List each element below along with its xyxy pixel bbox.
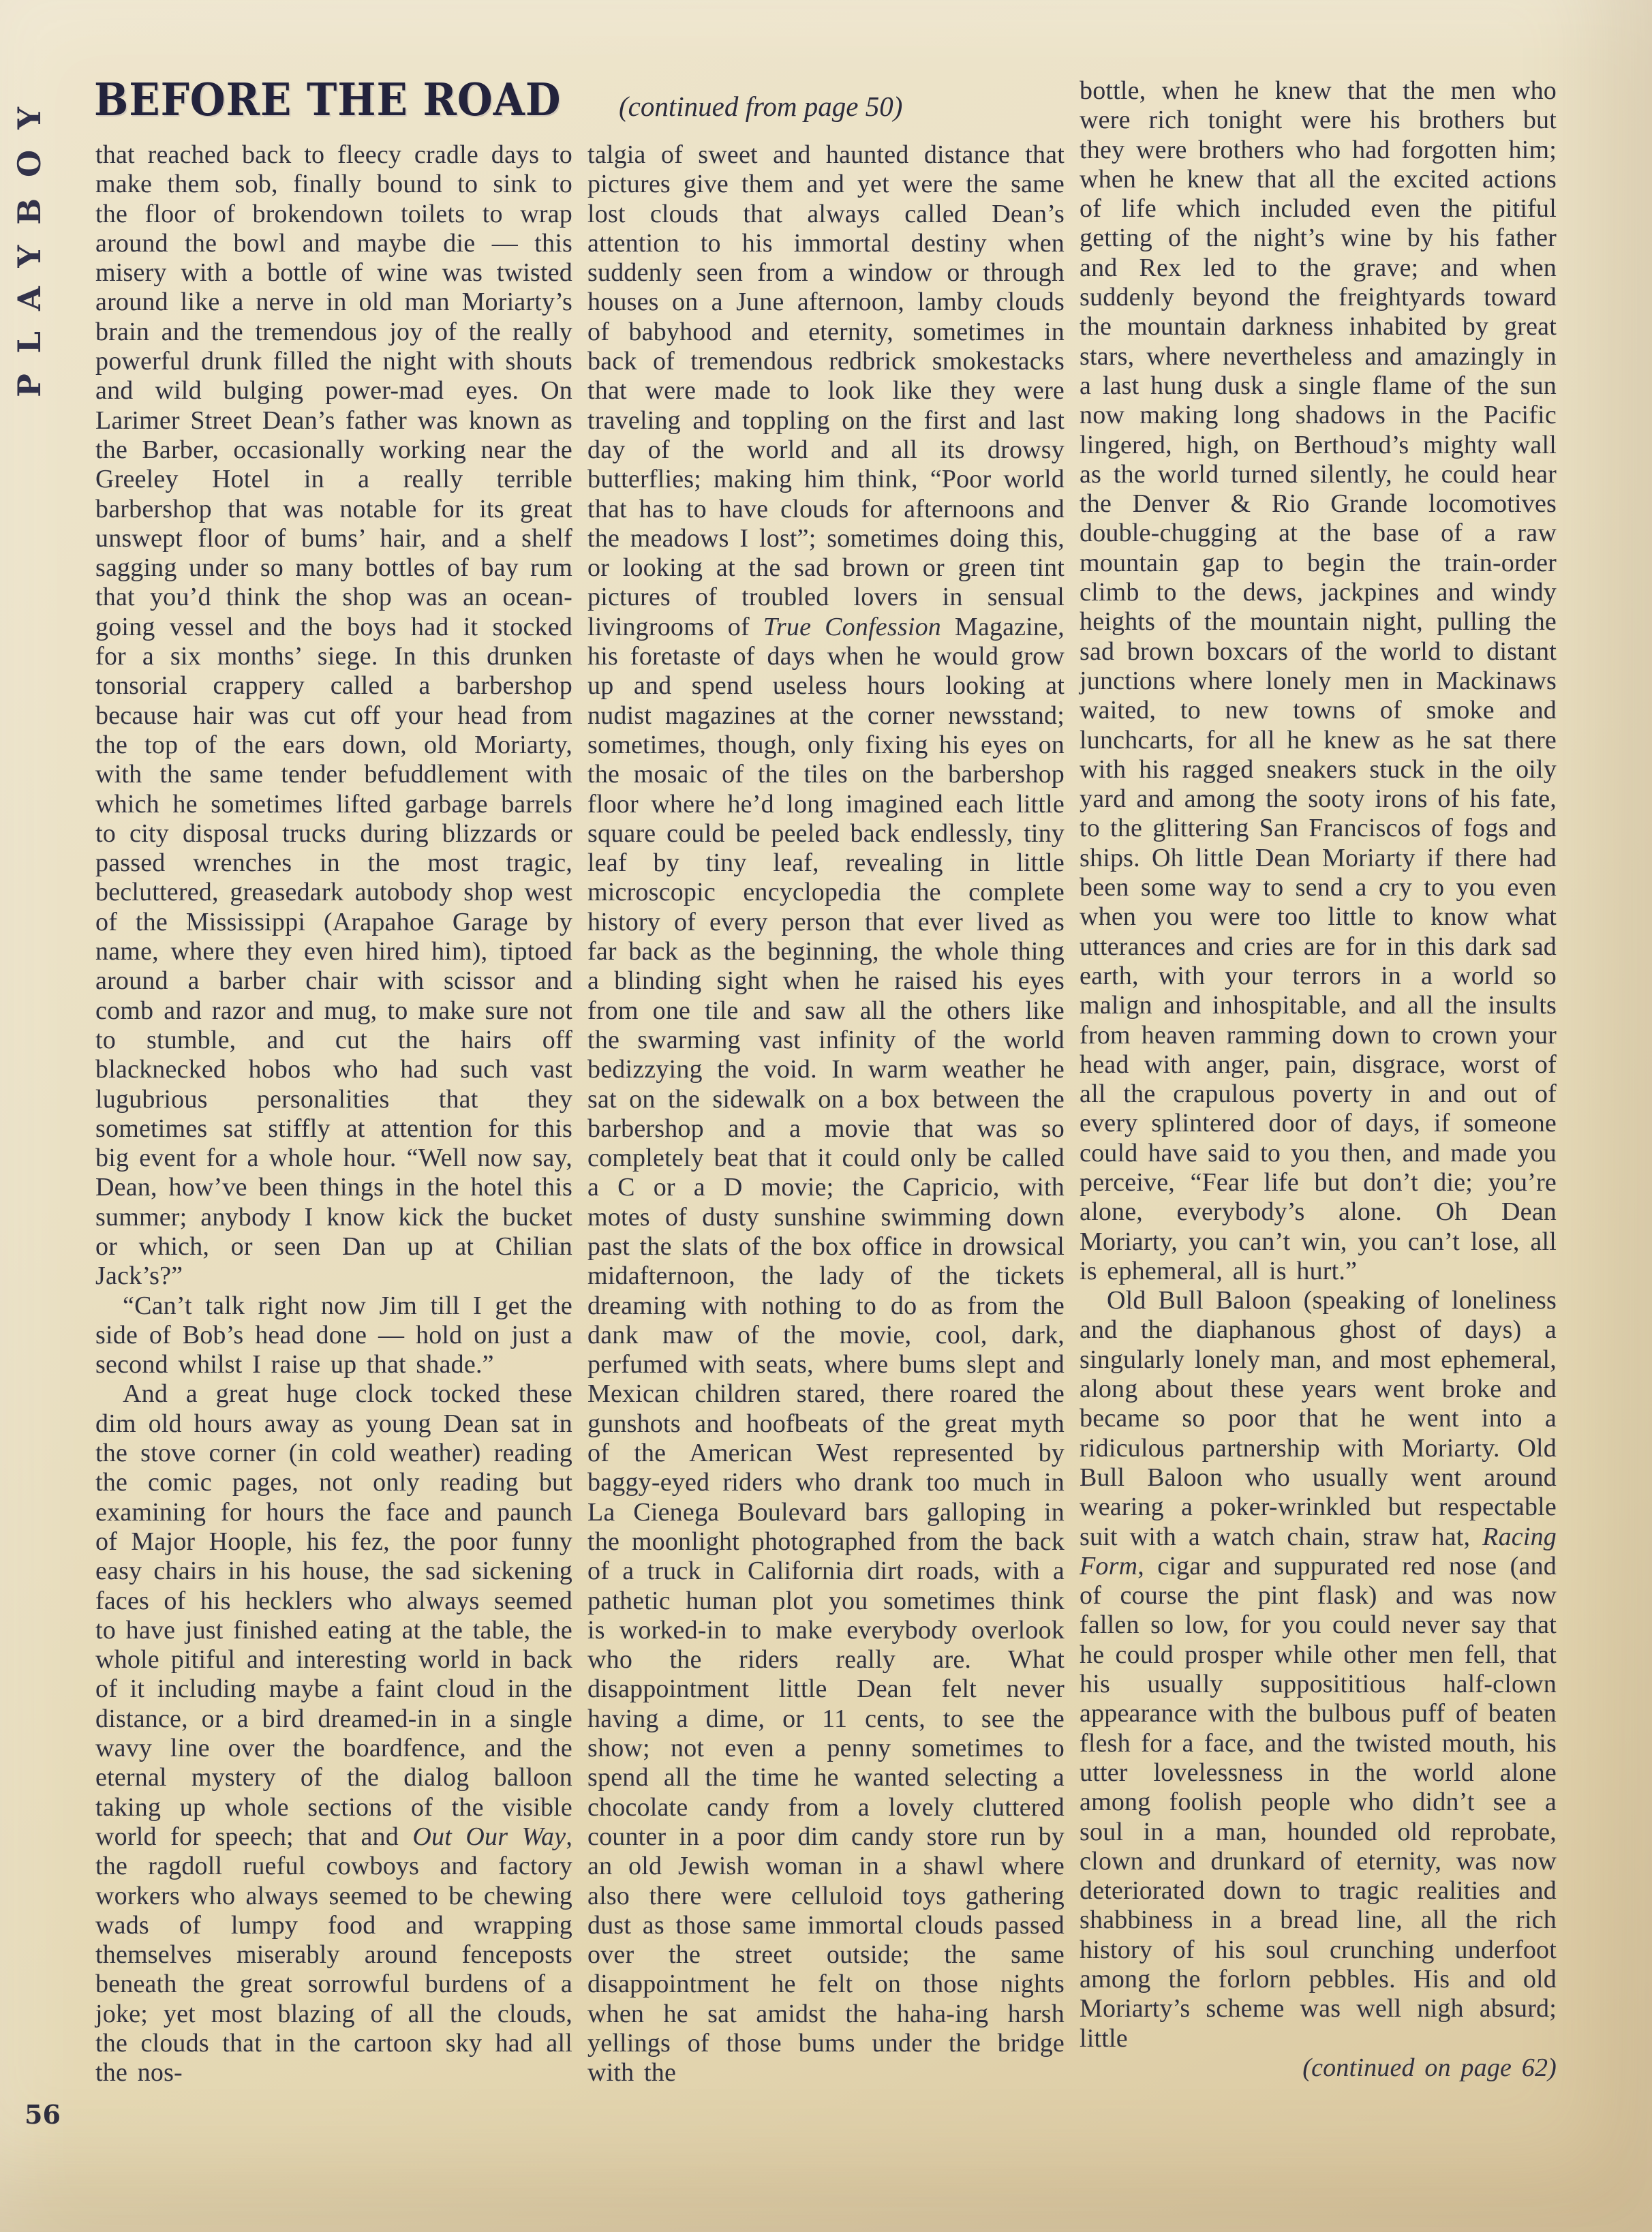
text-run: , the ragdoll rueful cowboys and factory workers who always seemed to be chewing wads of lumpy food and wrapping themselves miserably around fenceposts beneath the great sorrowful burdens of a joke; yet most blazing of all the clouds, the clouds that in the cartoon sky had all the nos- xyxy=(95,1822,573,2088)
italic-text-run: Out Our Way xyxy=(412,1822,566,1851)
spine-label: PLAYBOY xyxy=(11,87,48,397)
italic-text-run: True Confession xyxy=(763,612,941,641)
article-title: BEFORE THE ROAD xyxy=(94,73,562,126)
text-run: that reached back to fleecy cradle days to make them sob, finally bound to sink to the floor of brokendown toilets to wrap around the bowl and maybe die — this misery with a bottle of wine was twisted around like a nerve in old man Moriarty’s brain and the tremendous joy of the really powerful drunk filled the night with shouts and wild bulging power-mad eyes. On Larimer Street Dean’s father was known as the Barber, occasionally working near the Greeley Hotel in a really terrible barbershop that was notable for its great unswept floor of bums’ hair, and a shelf sagging under so many bottles of bay rum that you’d think the shop was an ocean-going vessel and the boys had it stocked for a six months’ siege. In this drunken tonsorial crappery called a barbershop because hair was cut off your head from the top of the ears down, old Moriarty, with the same tender befuddlement with which he sometimes lifted garbage barrels to city disposal trucks during blizzards or passed wrenches in the most tragic, becluttered, greasedark autobody shop west of the Mississippi (Arapahoe Garage by name, where they even hired him), tiptoed around a barber chair with scissor and comb and razor and mug, to make sure not to stumble, and cut the hairs off blacknecked hobos who had such vast lugubrious personalities that they sometimes sat stiffly at attention for this big event for a whole hour. “Well now say, Dean, how’ve been things in the hotel this summer; anybody I know kick the bucket or which, or seen Dan up at Chilian Jack’s?” xyxy=(95,140,572,1291)
text-run: , cigar and suppurated red nose (and of course the pint flask) and was now fallen so low, for you could never say that he could prosper while other men fell, that his usually supposititious half-clown appearance with the bulbous puff of beaten flesh for a face, and the twisted mouth, his utter lovelessness in the world alone among foolish people who didn’t see a soul in a man, hounded old reprobate, clown and drunkard of eternity, was now deteriorated down to tragic realities and shabbiness in a bread line, all the rich history of his soul crunching underfoot among the forlorn pebbles. His and old Moriarty’s scheme was well nigh absurd; little xyxy=(1080,1551,1557,2053)
text-run: And a great huge clock tocked these dim old hours away as young Dean sat in the stove corner (in cold weather) reading the comic pages, not only reading but examining for hours the face and paunch of Major Hoople, his fez, the poor funny easy chairs in his house, the sad sickening faces of his hecklers who always seemed to have just finished eating at the table, the whole pitiful and interesting world in back of it including maybe a faint cloud in the distance, or a bird dreamed-in in a single wavy line over the boardfence, and the eternal mystery of the dialog balloon taking up whole sections of the visible world for speech; that and xyxy=(95,1379,572,1851)
text-paragraph xyxy=(587,140,1065,2088)
text-paragraph xyxy=(1080,2053,1557,2083)
text-paragraph xyxy=(95,1379,572,2088)
text-run: Old Bull Baloon (speaking of loneliness and the diaphanous ghost of days) a singularly lonely man, and most ephemeral, along about these years went broke and became so poor that he went into a ridiculous partnership with Moriarty. Old Bull Baloon who usually went around wearing a poker-wrinkled but respectable suit with a watch chain, straw hat, xyxy=(1080,1286,1557,1551)
text-column-1 xyxy=(95,140,572,2088)
text-column-2 xyxy=(587,140,1065,2088)
article-header xyxy=(94,73,1062,126)
text-paragraph xyxy=(95,1291,572,1380)
text-column-3 xyxy=(1080,76,1557,2083)
text-run: “Can’t talk right now Jim till I get the side of Bob’s head done — hold on just a second whilst I raise up that shade.” xyxy=(95,1291,572,1379)
magazine-spine xyxy=(5,82,53,402)
italic-text-run: (continued on page 62) xyxy=(1302,2053,1557,2082)
text-paragraph xyxy=(95,140,572,1291)
text-paragraph xyxy=(1080,76,1557,1286)
title-continuation: (continued from page 50) xyxy=(619,91,903,122)
text-paragraph xyxy=(1080,1286,1557,2053)
italic-text-run: Racing Form xyxy=(1080,1522,1557,1580)
page-number: 56 xyxy=(25,2099,61,2130)
text-run: bottle, when he knew that the men who were rich tonight were his brothers but they were brothers who had forgotten him; when he knew that all the excited actions of life which included even the pitiful getting of the night’s wine by his father and Rex led to the grave; and when suddenly beyond the freightyards toward the mountain darkness inhabited by great stars, where nevertheless and amazingly in a last hung dusk a single flame of the sun now making long shadows in the Pacific lingered, high, on Berthoud’s mighty wall as the world turned silently, he could hear the Denver & Rio Grande locomotives double-chugging at the base of a raw mountain gap to begin the train-order climb to the dews, jackpines and windy heights of the mountain night, pulling the sad brown boxcars of the world to distant junctions where lonely men in Mackinaws waited, to new towns of smoke and lunchcarts, for all he knew as he sat there with his ragged sneakers stuck in the oily yard and among the sooty irons of his fate, to the glittering San Franciscos of fogs and ships. Oh little Dean Moriarty if there had been some way to send a cry to you even when you were too little to know what utterances and cries are for in this dark sad earth, with your terrors in a world so malign and inhospitable, and all the insults from heaven ramming down to crown your head with anger, pain, disgrace, worst of all the crapulous poverty in and out of every splintered door of days, if someone could have said to you then, and made you perceive, “Fear life but don’t die; you’re alone, everybody’s alone. Oh Dean Moriarty, you can’t win, you can’t lose, all is ephemeral, all is hurt.” xyxy=(1080,76,1557,1285)
text-run: talgia of sweet and haunted distance that pictures give them and yet were the same lost clouds that always called Dean’s attention to his immortal destiny when suddenly seen from a window or through houses on a June afternoon, lamby clouds of babyhood and eternity, sometimes in back of tremendous redbrick smokestacks that were made to look like they were traveling and toppling on the first and last day of the world and all its drowsy butterflies; making him think, “Poor world that has to have clouds for afternoons and the meadows I lost”; sometimes doing this, or looking at the sad brown or green tint pictures of troubled lovers in sensual livingrooms of xyxy=(587,140,1065,641)
text-run: Magazine, his foretaste of days when he would grow up and spend useless hours looking at nudist magazines at the corner newsstand; sometimes, though, only fixing his eyes on the mosaic of the tiles on the barbershop floor where he’d long imagined each little square could be peeled back endlessly, tiny leaf by tiny leaf, revealing in little microscopic encyclopedia the complete history of every person that ever lived as far back as the beginning, the whole thing a blinding sight when he raised his eyes from one tile and saw all the others like the swarming vast infinity of the world bedizzying the void. In warm weather he sat on the sidewalk on a box between the barbershop and a movie that was so completely beat that it could only be called a C or a D movie; the Capricio, with motes of dusty sunshine swimming down past the slats of the box office in drowsical midafternoon, the lady of the tickets dreaming with nothing to do as from the dank maw of the movie, cool, dark, perfumed with seats, where bums slept and Mexican children stared, there roared the gunshots and hoofbeats of the great myth of the American West represented by baggy-eyed riders who drank too much in La Cienega Boulevard bars galloping in the moonlight photographed from the back of a truck in California dirt roads, with a pathetic human plot you sometimes think is worked-in to make everybody overlook who the riders really are. What disappointment little Dean felt never having a dime, or 11 cents, to see the show; not even a penny sometimes to spend all the time he wanted selecting a chocolate candy from a lovely cluttered counter in a poor dim candy store run by an old Jewish woman in a shawl where also there were celluloid toys gathering dust as those same immortal clouds passed over the street outside; the same disappointment he felt on those nights when he sat amidst the haha-ing harsh yellings of those bums under the bridge with the xyxy=(587,612,1065,2088)
